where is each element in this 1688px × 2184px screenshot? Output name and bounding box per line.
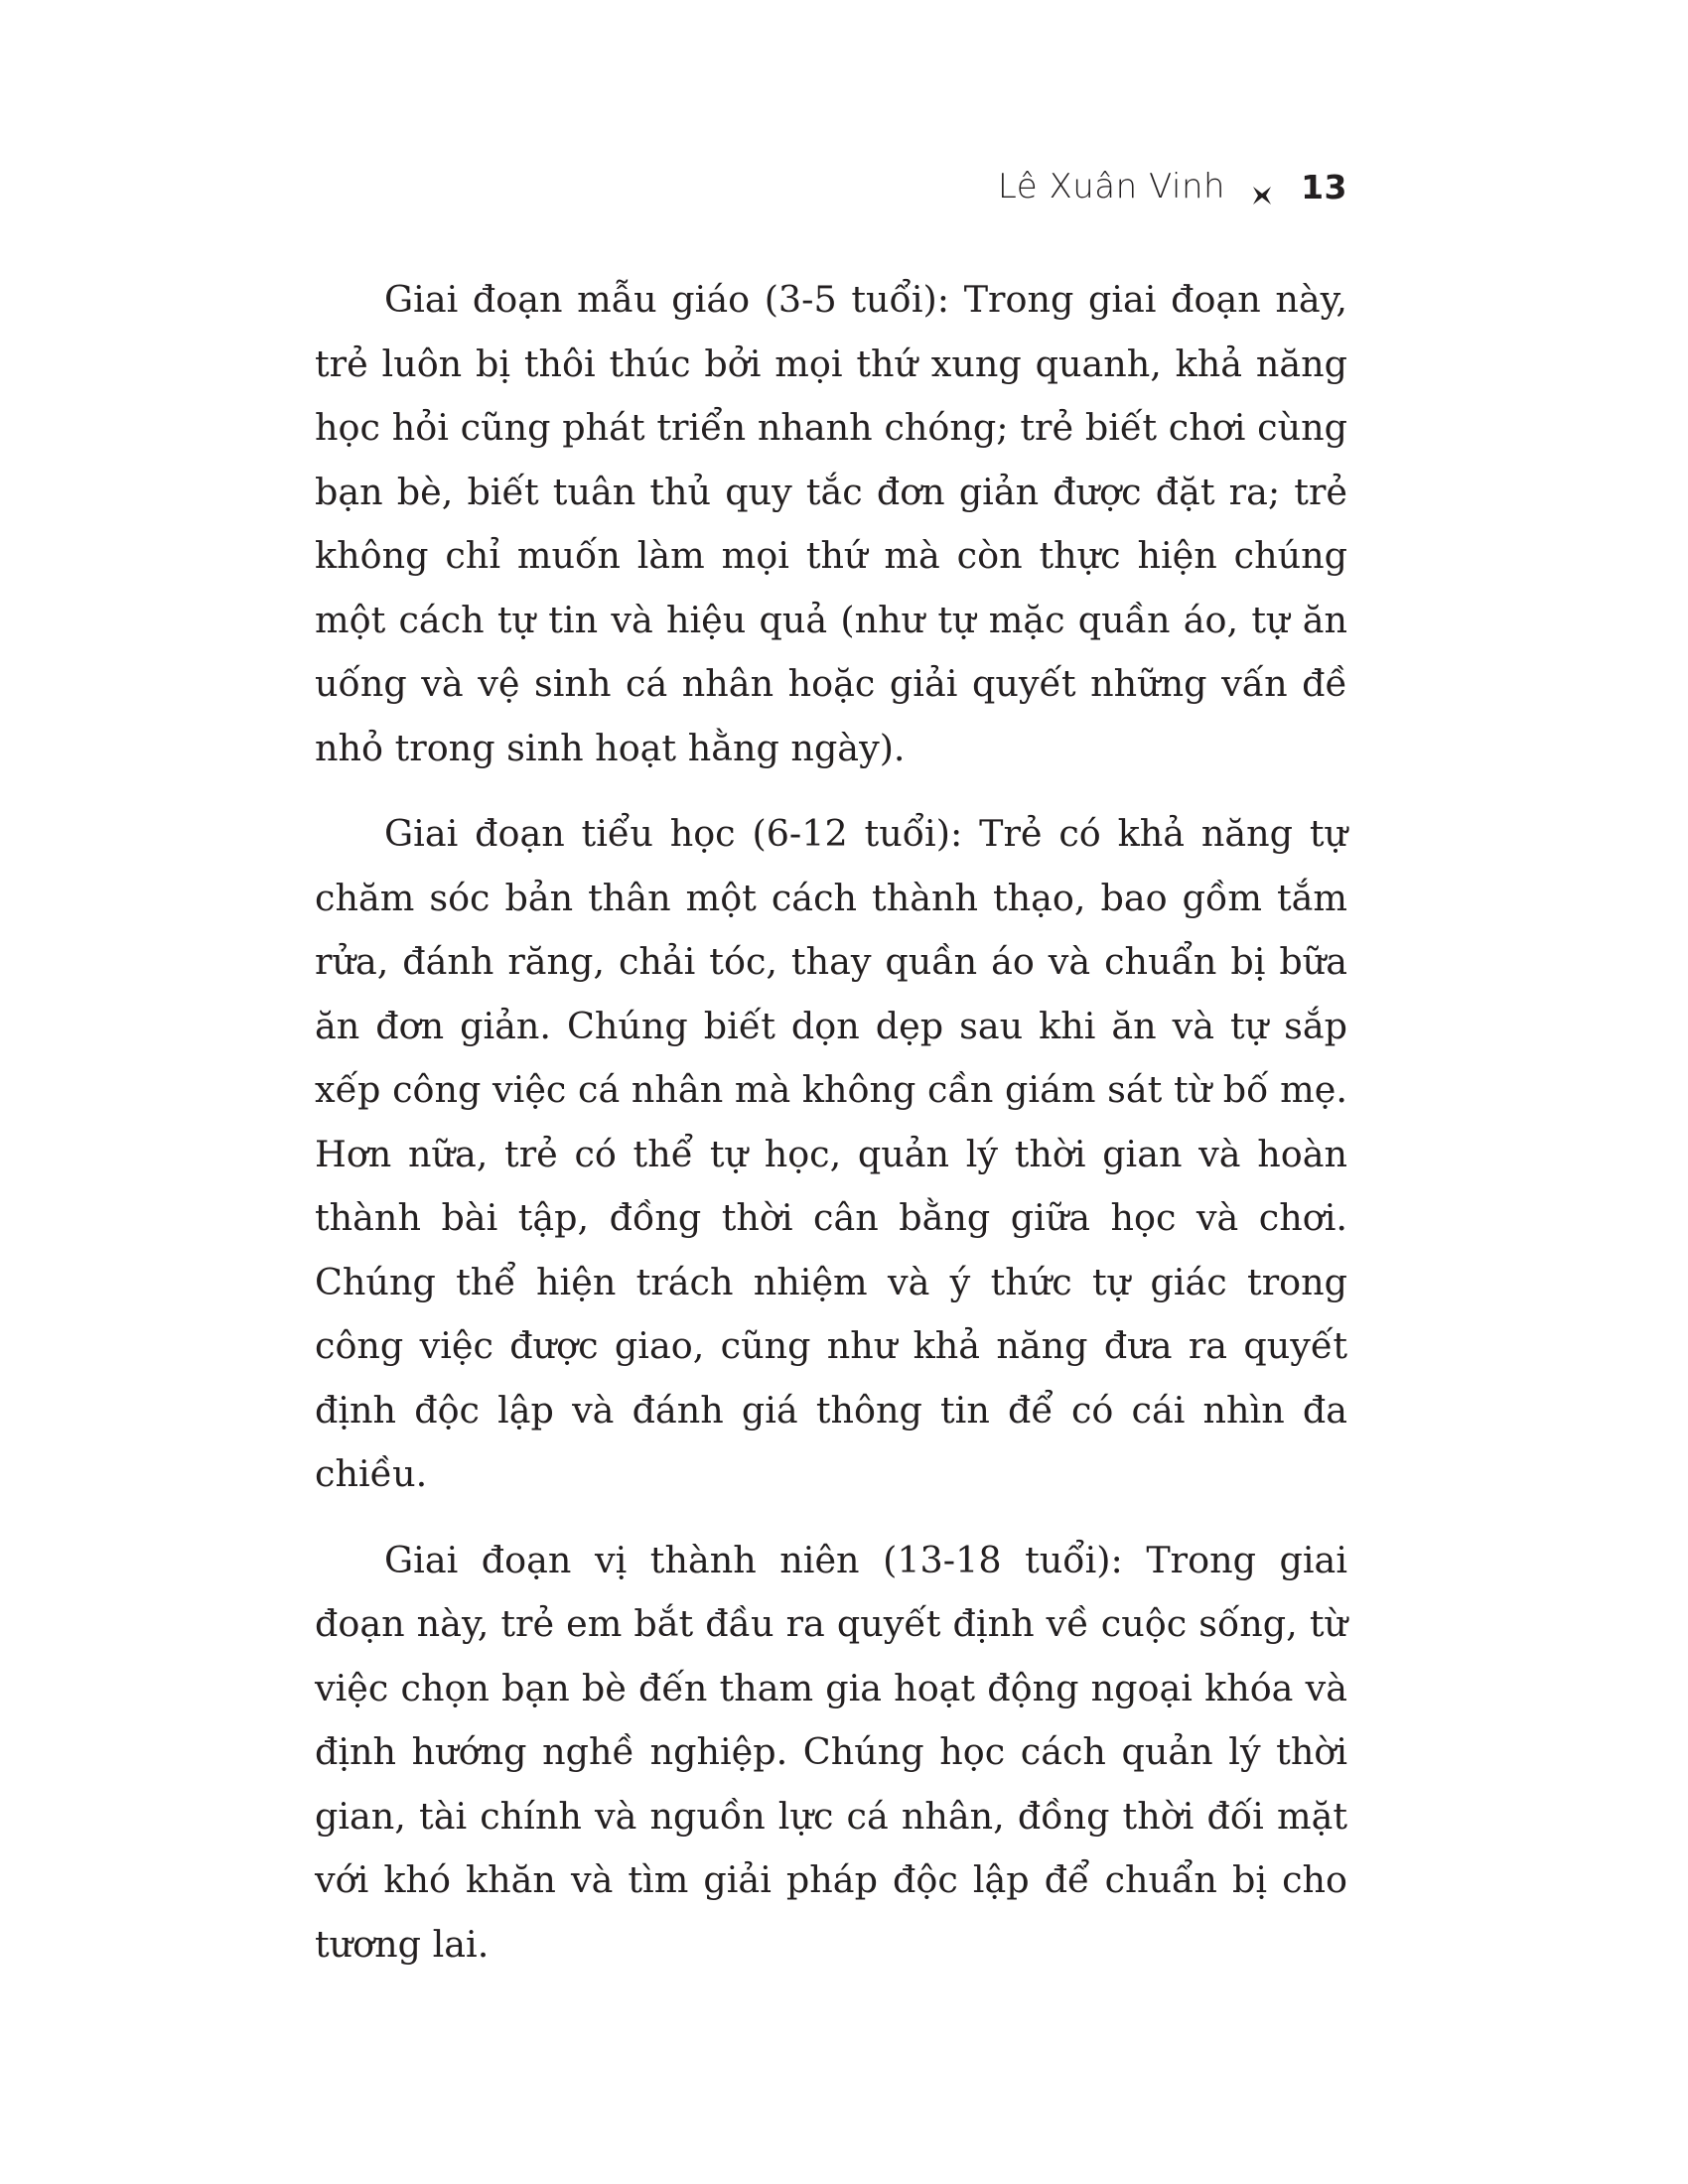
paragraph-primary-school: Giai đoạn tiểu học (6-12 tuổi): Trẻ có khả năng tự chăm sóc bản thân một cách thành thạo, bao gồm tắm rửa, đánh răng, chải tóc, thay quần áo và chuẩn bị bữa ăn đơn giản. Chúng biết dọn dẹp sau khi ăn và tự sắp xếp công việc cá nhân mà không cần giám sát từ bố mẹ. Hơn nữa, trẻ có thể tự học, quản lý thời gian và hoàn thành bài tập, đồng thời cân bằng giữa học và chơi. Chúng thể hiện trách nhiệm và ý thức tự giác trong công việc được giao, cũng như khả năng đưa ra quyết định độc lập và đánh giá thông tin để có cái nhìn đa chiều.: [315, 812, 1347, 1495]
body-text: [315, 268, 1347, 1998]
paragraph-preschool: Giai đoạn mẫu giáo (3-5 tuổi): Trong giai đoạn này, trẻ luôn bị thôi thúc bởi mọi thứ xung quanh, khả năng học hỏi cũng phát triển nhanh chóng; trẻ biết chơi cùng bạn bè, biết tuân thủ quy tắc đơn giản được đặt ra; trẻ không chỉ muốn làm mọi thứ mà còn thực hiện chúng một cách tự tin và hiệu quả (như tự mặc quần áo, tự ăn uống và vệ sinh cá nhân hoặc giải quyết những vấn đề nhỏ trong sinh hoạt hằng ngày).: [315, 278, 1347, 769]
running-header: [998, 167, 1347, 206]
bowtie-ornament-icon: [1251, 176, 1273, 198]
page-number: 13: [1301, 167, 1347, 206]
header-author: Lê Xuân Vinh: [997, 167, 1226, 206]
paragraph-adolescence: Giai đoạn vị thành niên (13-18 tuổi): Trong giai đoạn này, trẻ em bắt đầu ra quyết định về cuộc sống, từ việc chọn bạn bè đến tham gia hoạt động ngoại khóa và định hướng nghề nghiệp. Chúng học cách quản lý thời gian, tài chính và nguồn lực cá nhân, đồng thời đối mặt với khó khăn và tìm giải pháp độc lập để chuẩn bị cho tương lai.: [315, 1538, 1347, 1966]
